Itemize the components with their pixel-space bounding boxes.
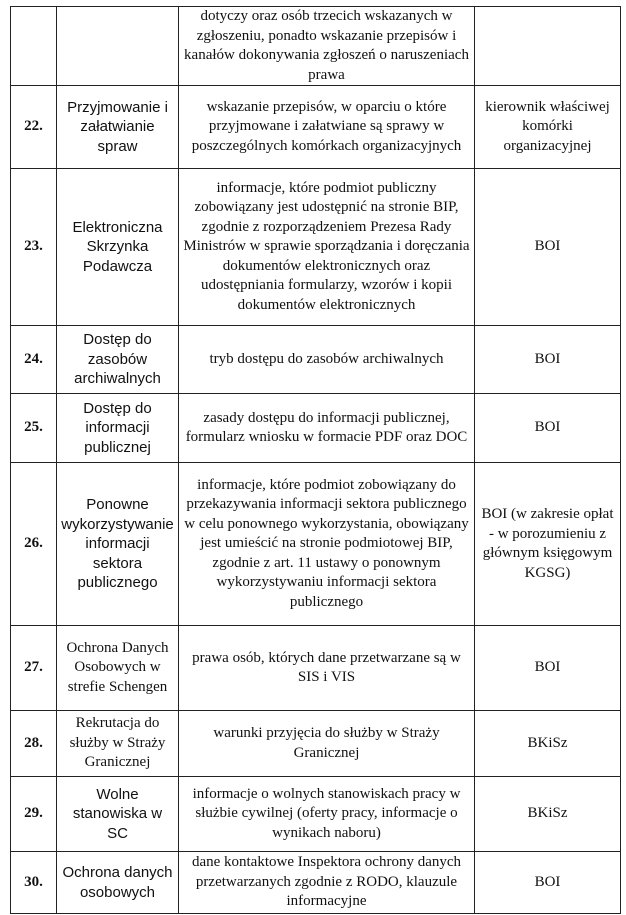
- table-row: [11, 777, 621, 852]
- row-description: dotyczy oraz osób trzecich wskazanych w zgłoszeniu, ponadto wskazanie przepisów i kanałów dokonywania zgłoszeń o naruszeniach prawa: [179, 7, 475, 86]
- table-row: [11, 626, 621, 711]
- row-number: 27.: [11, 626, 57, 711]
- row-responsible: BOI: [475, 394, 621, 463]
- row-number: 26.: [11, 463, 57, 626]
- row-responsible: BOI (w zakresie opłat - w porozumieniu z głównym księgowym KGSG): [475, 463, 621, 626]
- row-number: 30.: [11, 852, 57, 914]
- row-responsible: BOI: [475, 169, 621, 326]
- row-number: 25.: [11, 394, 57, 463]
- row-description: warunki przyjęcia do służby w Straży Granicznej: [179, 711, 475, 777]
- row-description: informacje, które podmiot zobowiązany do przekazywania informacji sektora publicznego w celu ponownego wykorzystania, obowiązany jest umieścić na stronie podmiotowej BIP, zgodnie z art. 11 ustawy o ponownym wykorzystywaniu informacji sektora publicznego: [179, 463, 475, 626]
- row-number: 24.: [11, 326, 57, 394]
- row-name: Rekrutacja do służby w Straży Granicznej: [57, 711, 179, 777]
- row-number: 23.: [11, 169, 57, 326]
- table-row: [11, 463, 621, 626]
- row-name: Ochrona Danych Osobowych w strefie Schengen: [57, 626, 179, 711]
- row-description: prawa osób, których dane przetwarzane są w SIS i VIS: [179, 626, 475, 711]
- row-name: Ponowne wykorzystywanie informacji sektora publicznego: [57, 463, 179, 626]
- row-number: 28.: [11, 711, 57, 777]
- row-name: Elektroniczna Skrzynka Podawcza: [57, 169, 179, 326]
- row-name: Wolne stanowiska w SC: [57, 777, 179, 852]
- row-name: Ochrona danych osobowych: [57, 852, 179, 914]
- row-description: wskazanie przepisów, w oparciu o które przyjmowane i załatwiane są sprawy w poszczególnych komórkach organizacyjnych: [179, 86, 475, 169]
- table-row: [11, 326, 621, 394]
- row-description: informacje, które podmiot publiczny zobowiązany jest udostępnić na stronie BIP, zgodnie z rozporządzeniem Prezesa Rady Ministrów w sprawie sporządzania i doręczania dokumentów elektronicznych oraz udostępniania formularzy, wzorów i kopii dokumentów elektronicznych: [179, 169, 475, 326]
- row-responsible: kierownik właściwej komórki organizacyjnej: [475, 86, 621, 169]
- row-responsible: [475, 7, 621, 86]
- register-table: [10, 6, 621, 914]
- row-responsible: BOI: [475, 326, 621, 394]
- row-number: [11, 7, 57, 86]
- row-name: Dostęp do informacji publicznej: [57, 394, 179, 463]
- table-row: [11, 711, 621, 777]
- row-number: 29.: [11, 777, 57, 852]
- row-name: Dostęp do zasobów archiwalnych: [57, 326, 179, 394]
- row-responsible: BKiSz: [475, 711, 621, 777]
- row-description: zasady dostępu do informacji publicznej, formularz wniosku w formacie PDF oraz DOC: [179, 394, 475, 463]
- table-row: [11, 7, 621, 86]
- row-name: [57, 7, 179, 86]
- table-row: [11, 86, 621, 169]
- table-row: [11, 169, 621, 326]
- row-number: 22.: [11, 86, 57, 169]
- row-responsible: BOI: [475, 852, 621, 914]
- row-responsible: BKiSz: [475, 777, 621, 852]
- row-description: tryb dostępu do zasobów archiwalnych: [179, 326, 475, 394]
- table-row: [11, 852, 621, 914]
- table-row: [11, 394, 621, 463]
- row-description: dane kontaktowe Inspektora ochrony danych przetwarzanych zgodnie z RODO, klauzule informacyjne: [179, 852, 475, 914]
- row-name: Przyjmowanie i załatwianie spraw: [57, 86, 179, 169]
- row-description: informacje o wolnych stanowiskach pracy w służbie cywilnej (oferty pracy, informacje o wynikach naboru): [179, 777, 475, 852]
- row-responsible: BOI: [475, 626, 621, 711]
